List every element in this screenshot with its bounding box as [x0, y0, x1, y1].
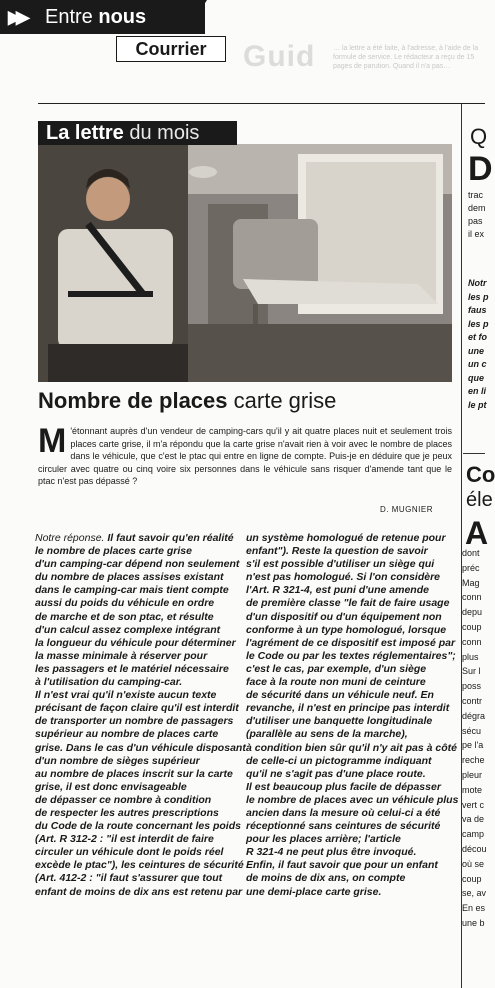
- text-line: une b: [462, 917, 485, 928]
- text-line: sécu: [462, 725, 482, 736]
- article-photo: [38, 144, 452, 382]
- text-line: il ex: [468, 229, 485, 239]
- text-line: de moins de dix ans, on compte: [246, 872, 406, 885]
- text-line: de celle-ci un pictogramme indiquant: [246, 754, 432, 767]
- text-line: de marche et de son ptac, et résulte: [35, 610, 214, 623]
- text-line: (parallèle au sens de la marche),: [246, 728, 408, 741]
- text-line: enfant"). Reste la question de savoir: [246, 545, 428, 558]
- text-line: à condition bien sûr qu'il n'y ait pas à côté: [246, 741, 457, 754]
- text-line: la masse minimale à réserver pour: [35, 649, 208, 662]
- text-line: face à la route non muni de ceinture: [246, 676, 426, 689]
- bleed-through-text: … la lettre a été faite, à l'adresse, à l'aide de la formule de service. Le rédacteur a reçu de 15 pages de parution. Quand il n'a pas…: [333, 45, 479, 70]
- text-line: Sur l: [462, 666, 481, 677]
- text-line: grise. Dans le cas d'un véhicule disposant: [35, 741, 246, 754]
- text-line: Il est beaucoup plus facile de dépasser: [246, 780, 441, 793]
- text-line: (Art. 412-2 : "il faut s'assurer que tout: [35, 872, 223, 885]
- text-line: l'agrément de ce dispositif est imposé par: [246, 636, 456, 649]
- right-subtitle-fragment: éle: [466, 489, 493, 511]
- text-line: les p: [468, 291, 489, 302]
- text-line: reche: [462, 755, 485, 766]
- text-line: dégra: [462, 710, 486, 721]
- text-line: (Art. R 312-2 : "il est interdit de faire: [35, 833, 214, 846]
- text-line: qu'il ne s'agit pas d'une place route.: [246, 767, 426, 780]
- text-line: d'un nombre de sièges supérieur: [35, 754, 200, 767]
- answer-column-1: [35, 532, 246, 899]
- text-line: pleur: [462, 769, 483, 780]
- text-line: Mag: [462, 577, 480, 588]
- text-line: aussi du poids du véhicule en ordre: [35, 597, 215, 610]
- text-line: de transporter un nombre de passagers: [35, 715, 234, 728]
- camper-interior-photo: [38, 144, 452, 382]
- text-line: contr: [462, 695, 483, 706]
- text-line: circuler un véhicule dont le poids réel: [35, 846, 224, 859]
- text-line: du nombre de places assises existant: [35, 571, 224, 584]
- right-text-fragment: [468, 189, 488, 241]
- answer-column-2: [246, 532, 459, 899]
- section-subtitle: Courrier: [116, 36, 226, 62]
- text-line: n'est pas homologué. Si l'on considère: [246, 571, 441, 584]
- text-line: de dépasser ce nombre à condition: [35, 793, 212, 806]
- drop-cap: M: [38, 422, 67, 460]
- text-line: vert c: [462, 799, 485, 810]
- text-line: précisant de façon claire qu'il est interdit: [35, 702, 239, 715]
- text-line: les p: [468, 318, 489, 329]
- text-line: revanche, il n'est en principe pas interdit: [246, 702, 450, 715]
- text-line: la longueur du véhicule pour déterminer: [35, 636, 236, 649]
- text-line: mote: [462, 784, 483, 795]
- text-line: que: [468, 372, 485, 383]
- right-italic-fragment: [468, 277, 488, 412]
- right-title-fragment: Co: [466, 462, 495, 487]
- text-line: Notre réponse. Il faut savoir qu'en réalité: [35, 532, 234, 544]
- text-line: les passagers et le matériel nécessaire: [35, 662, 229, 675]
- reader-letter-text: 'étonnant auprès d'un vendeur de camping-cars qu'il y ait quatre places nuit et seulement trois places carte grise, il m'a répondu que la carte grise n'avait rien à voir avec le nombre de places dans le véhicule, que c'est le ptac qui entre en ligne de compte. Puis-je en déduire que je peux circuler avec quatre ou cinq voire six personnes dans le véhicule sans risquer d'amende tant que le ptac n'est pas dépassé ?: [38, 426, 452, 487]
- text-line: faus: [468, 305, 487, 315]
- text-line: coup: [462, 873, 482, 884]
- text-line: le pt: [468, 399, 487, 410]
- right-drop-cap-2: A: [465, 515, 489, 551]
- text-line: plus: [462, 651, 479, 662]
- text-line: dont: [462, 548, 480, 558]
- text-line: de première classe "le fait de faire usage: [246, 597, 450, 610]
- text-line: dem: [468, 203, 486, 213]
- text-line: coup: [462, 621, 482, 632]
- text-line: grise, il est donc envisageable: [35, 780, 187, 793]
- section-title: Entre nous: [45, 6, 147, 28]
- text-line: au nombre de places inscrit sur la carte: [35, 767, 233, 780]
- text-line: En es: [462, 903, 486, 914]
- double-arrow-icon: ▶▶: [8, 7, 24, 27]
- text-line: ancien dans la mesure où celui-ci a été: [246, 806, 441, 819]
- text-line: d'utiliser une banquette longitudinale: [246, 715, 433, 728]
- text-line: conn: [462, 636, 482, 647]
- text-line: supérieur au nombre de places carte: [35, 728, 219, 741]
- text-line: et fo: [468, 332, 487, 342]
- text-line: c'est le cas, par exemple, d'un siège: [246, 662, 427, 675]
- section-tag: La lettre du mois: [38, 121, 237, 145]
- text-line: un système homologué de retenue pour: [246, 532, 446, 544]
- text-line: de respecter les autres prescriptions: [35, 806, 219, 819]
- right-text-fragment-2: [462, 546, 485, 931]
- text-line: décou: [462, 843, 487, 854]
- text-line: va de: [462, 814, 485, 825]
- text-line: camp: [462, 829, 485, 840]
- text-line: s'il est possible d'utiliser un siège qui: [246, 558, 435, 571]
- text-line: Enfin, il faut savoir que pour un enfant: [246, 859, 438, 872]
- text-line: Il n'est vrai qu'il n'existe aucun texte: [35, 689, 217, 702]
- right-drop-cap: D: [468, 150, 493, 188]
- text-line: réceptionné sans ceintures de sécurité: [246, 820, 441, 833]
- text-line: une demi-place carte grise.: [246, 885, 382, 898]
- text-line: où se: [462, 858, 485, 869]
- text-line: pe l'a: [462, 740, 484, 751]
- text-line: pas: [468, 216, 483, 226]
- section-header-corner: [185, 0, 207, 34]
- text-line: de sécurité dans un véhicule neuf. En: [246, 689, 434, 702]
- text-line: enfant de moins de dix ans est retenu par: [35, 885, 243, 898]
- text-line: se, av: [462, 888, 487, 899]
- text-line: conn: [462, 592, 482, 603]
- text-line: d'un camping-car dépend non seulement: [35, 558, 240, 571]
- text-line: dans le camping-car mais tient compte: [35, 584, 229, 597]
- text-line: une: [468, 345, 485, 356]
- text-line: le Code ou par les textes réglementaires";: [246, 649, 456, 662]
- text-line: d'un dispositif ou d'un équipement non: [246, 610, 442, 623]
- text-line: excède le ptac"), les ceintures de sécurité: [35, 859, 244, 872]
- text-line: du Code de la route concernant les poids: [35, 820, 241, 833]
- text-line: pour les places arrière; l'article: [246, 833, 401, 846]
- right-heading-fragment: Q: [470, 124, 488, 149]
- bleed-through-title: Guid: [243, 40, 316, 73]
- letter-signature: D. MUGNIER: [380, 505, 433, 514]
- right-divider: [463, 453, 485, 454]
- article-title: Nombre de places carte grise: [38, 388, 337, 413]
- text-line: trac: [468, 190, 484, 200]
- text-line: un c: [468, 359, 487, 369]
- text-line: à l'utilisation du camping-car.: [35, 676, 183, 689]
- text-line: Notr: [468, 278, 487, 288]
- text-line: l'Art. R 321-4, est puni d'une amende: [246, 584, 429, 597]
- text-line: conforme à un type homologué, lorsque: [246, 623, 447, 636]
- top-rule: [38, 103, 485, 104]
- reader-letter: [38, 422, 452, 488]
- text-line: depu: [462, 607, 483, 618]
- text-line: d'un calcul assez complexe intégrant: [35, 623, 221, 636]
- text-line: le nombre de places avec un véhicule plus: [246, 793, 459, 806]
- text-line: R 321-4 ne peut plus être invoqué.: [246, 846, 417, 859]
- text-line: préc: [462, 562, 480, 573]
- text-line: en li: [468, 386, 487, 396]
- text-line: poss: [462, 681, 482, 692]
- text-line: le nombre de places carte grise: [35, 545, 192, 558]
